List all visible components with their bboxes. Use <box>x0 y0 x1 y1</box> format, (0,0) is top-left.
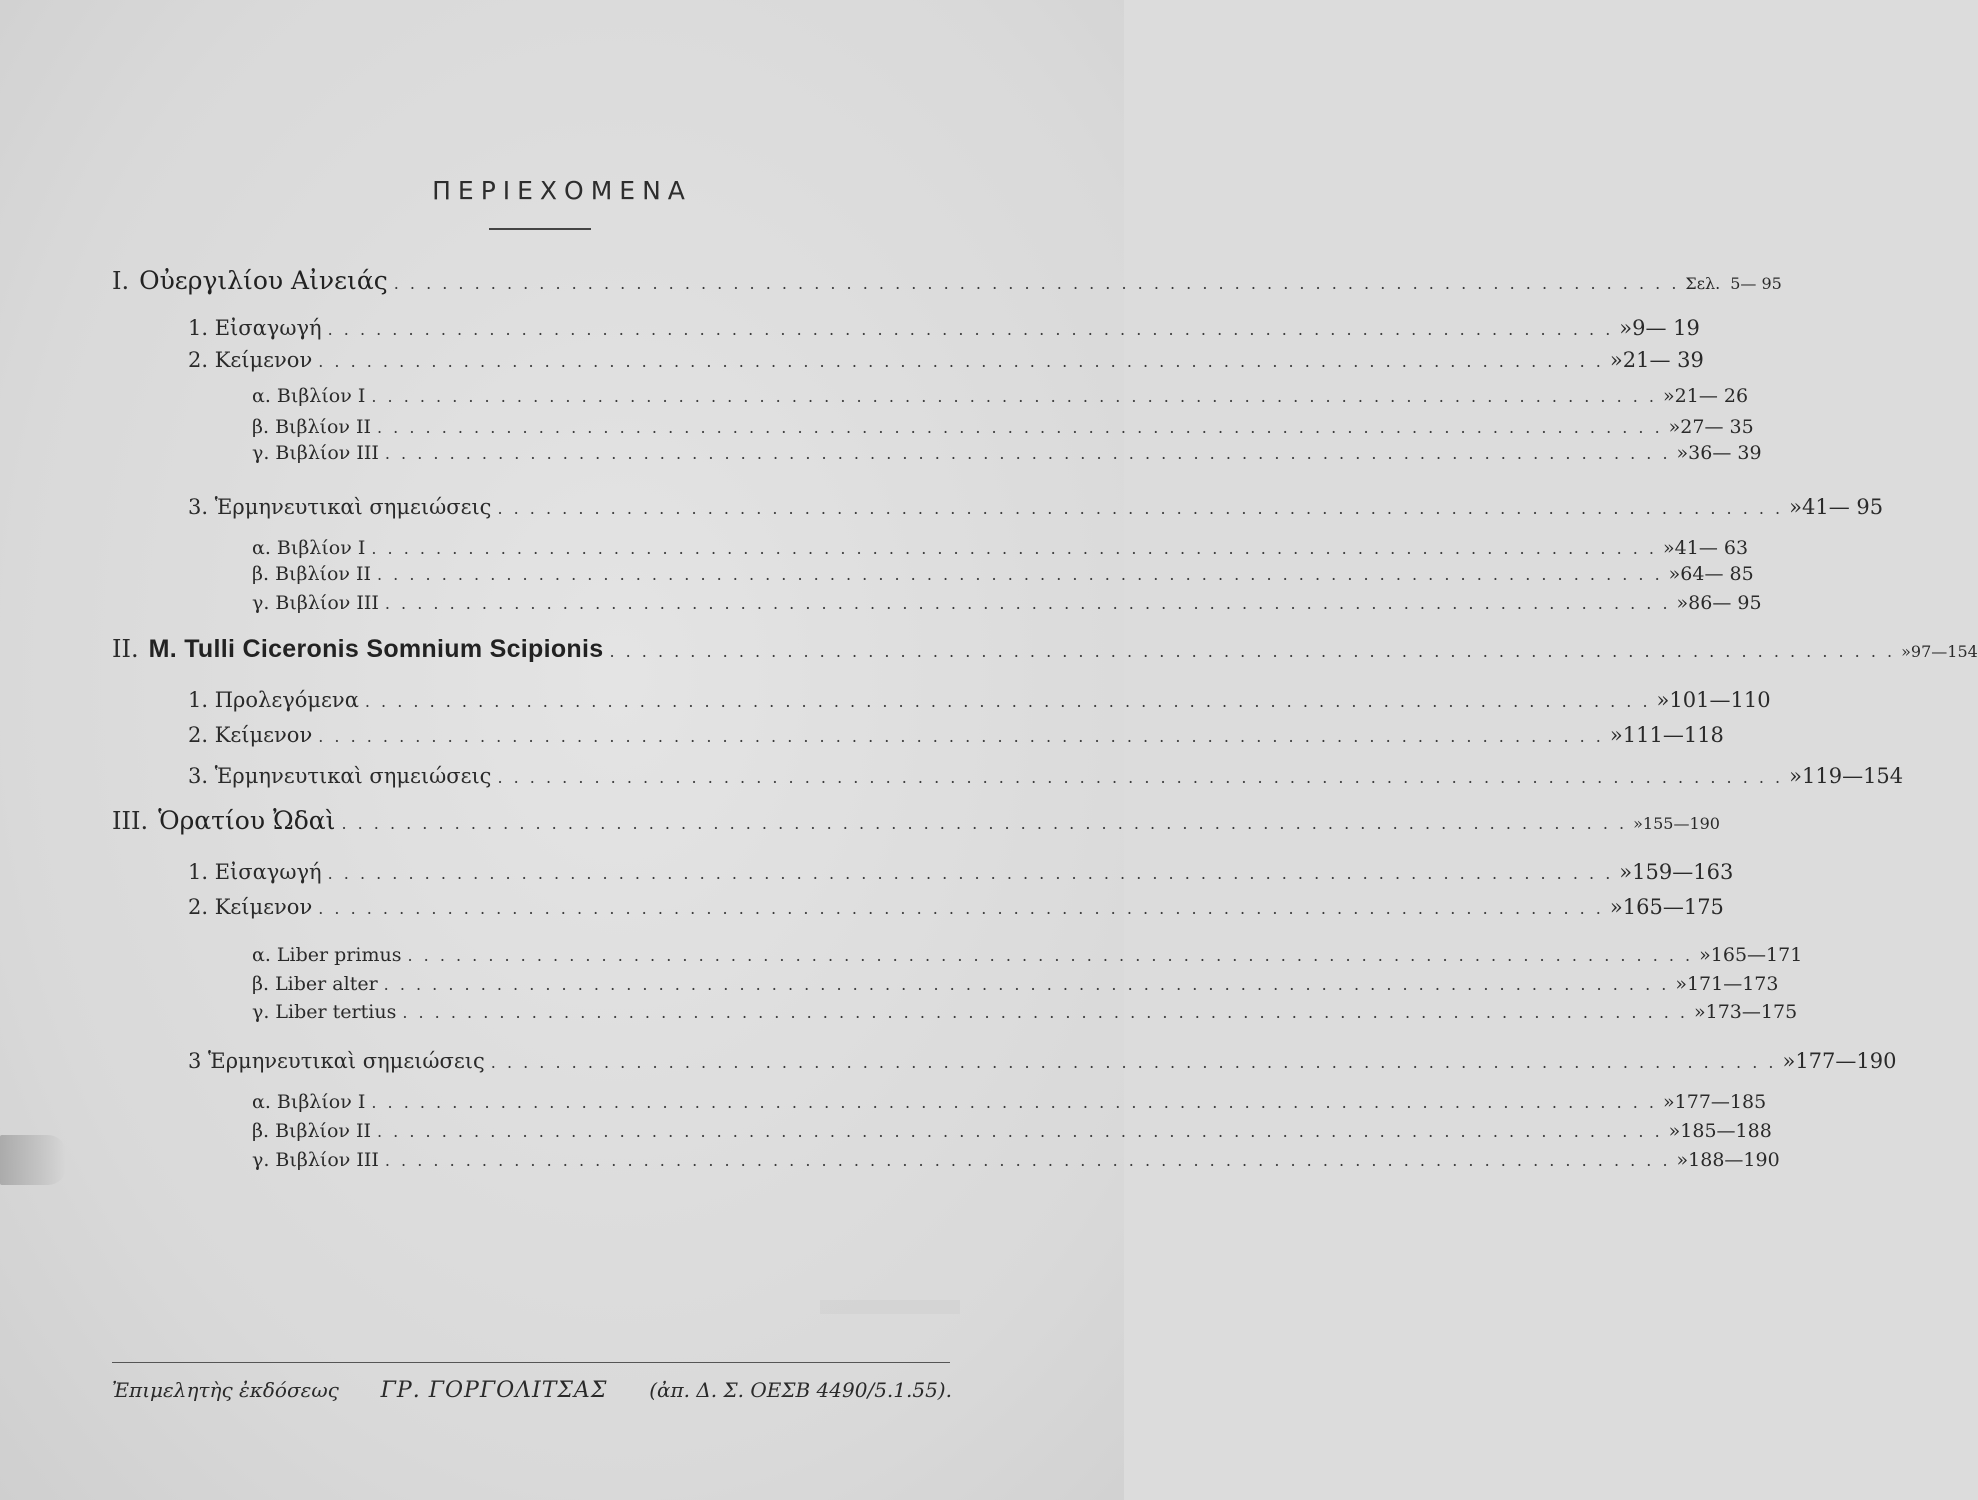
page-range: 64— 85 <box>1680 563 1754 585</box>
ditto-mark: » <box>1668 416 1681 438</box>
entry-title: β. Βιβλίον II <box>252 416 371 438</box>
page-range: 173—175 <box>1705 1001 1798 1023</box>
ditto-mark: » <box>1663 385 1675 407</box>
toc-subsection <box>188 895 1724 919</box>
toc-item <box>252 592 1762 614</box>
dot-leader: . . . . . . . . . . . . . . . . . . . . . . . . . . . . . . . . . . . . . . . . . . . . . . . . . . . . . . . . . . . . . . . . . . . . . . . . . . . . . . . . <box>383 975 1670 994</box>
toc-section-3 <box>112 806 1720 835</box>
dot-leader: . . . . . . . . . . . . . . . . . . . . . . . . . . . . . . . . . . . . . . . . . . . . . . . . . . . . . . . . . . . . . . . . . . . . . . . . . . . . . . . . <box>371 1093 1658 1112</box>
dot-leader: . . . . . . . . . . . . . . . . . . . . . . . . . . . . . . . . . . . . . . . . . . . . . . . . . . . . . . . . . . . . . . . . . . . . . . . . . . . . . . . . <box>490 1053 1777 1072</box>
toc-item <box>252 1001 1798 1023</box>
page-abbrev: Σελ. <box>1685 274 1721 293</box>
footer-rule <box>112 1362 950 1363</box>
toc-subsection <box>188 495 1884 519</box>
page-range: 185—188 <box>1680 1120 1772 1142</box>
toc-section-1 <box>112 266 1782 295</box>
entry-title: β. Liber alter <box>252 973 378 995</box>
ditto-mark: » <box>1656 688 1670 712</box>
section-number: III. <box>112 807 149 835</box>
dot-leader: . . . . . . . . . . . . . . . . . . . . . . . . . . . . . . . . . . . . . . . . . . . . . . . . . . . . . . . . . . . . . . . . . . . . . . . . . . . . . . . . <box>384 444 1671 463</box>
dot-leader: . . . . . . . . . . . . . . . . . . . . . . . . . . . . . . . . . . . . . . . . . . . . . . . . . . . . . . . . . . . . . . . . . . . . . . . . . . . . . . . . <box>609 642 1896 661</box>
ditto-mark: » <box>1609 723 1623 747</box>
dot-leader: . . . . . . . . . . . . . . . . . . . . . . . . . . . . . . . . . . . . . . . . . . . . . . . . . . . . . . . . . . . . . . . . . . . . . . . . . . . . . . . . <box>341 814 1628 833</box>
page-range: 171—173 <box>1686 973 1779 995</box>
ditto-mark: » <box>1782 1049 1796 1073</box>
dot-leader: . . . . . . . . . . . . . . . . . . . . . . . . . . . . . . . . . . . . . . . . . . . . . . . . . . . . . . . . . . . . . . . . . . . . . . . . . . . . . . . . <box>384 594 1671 613</box>
ditto-mark: » <box>1663 537 1675 559</box>
page-range: 159—163 <box>1632 860 1734 884</box>
toc-item <box>252 416 1754 438</box>
toc-subsection <box>188 348 1704 372</box>
page-range: 111—118 <box>1622 723 1724 747</box>
dot-leader: . . . . . . . . . . . . . . . . . . . . . . . . . . . . . . . . . . . . . . . . . . . . . . . . . . . . . . . . . . . . . . . . . . . . . . . . . . . . . . . . <box>327 864 1614 883</box>
entry-title: α. Liber primus <box>252 944 402 966</box>
ditto-mark: » <box>1694 1001 1706 1023</box>
entry-title: 2. Κείμενον <box>188 723 313 747</box>
toc-subsection <box>188 723 1724 747</box>
page-range: 36— 39 <box>1688 442 1762 464</box>
ditto-mark: » <box>1675 973 1687 995</box>
page-range: 41— 63 <box>1674 537 1749 559</box>
page-range: 97—154 <box>1910 642 1978 661</box>
toc-item <box>252 973 1779 995</box>
entry-title: γ. Βιβλίον III <box>252 592 379 614</box>
page-range: 177—190 <box>1795 1049 1897 1073</box>
entry-title: 3. Ἑρμηνευτικαὶ σημειώσεις <box>188 495 492 519</box>
dot-leader: . . . . . . . . . . . . . . . . . . . . . . . . . . . . . . . . . . . . . . . . . . . . . . . . . . . . . . . . . . . . . . . . . . . . . . . . . . . . . . . . <box>384 1151 1671 1170</box>
toc-item <box>252 944 1803 966</box>
page-range: 5— 95 <box>1730 274 1782 293</box>
entry-title: 2. Κείμενον <box>188 348 313 372</box>
toc-item <box>252 385 1749 407</box>
page-range: 188—190 <box>1688 1149 1780 1171</box>
dot-leader: . . . . . . . . . . . . . . . . . . . . . . . . . . . . . . . . . . . . . . . . . . . . . . . . . . . . . . . . . . . . . . . . . . . . . . . . . . . . . . . . <box>318 352 1604 371</box>
toc-item <box>252 1120 1772 1142</box>
toc-item <box>252 1091 1767 1113</box>
ditto-mark: » <box>1676 442 1689 464</box>
page-range: 165—175 <box>1622 895 1724 919</box>
footer-approval: (ἀπ. Δ. Σ. ΟΕΣΒ 4490/5.1.55). <box>649 1378 952 1402</box>
ditto-mark: » <box>1633 814 1643 833</box>
dot-leader: . . . . . . . . . . . . . . . . . . . . . . . . . . . . . . . . . . . . . . . . . . . . . . . . . . . . . . . . . . . . . . . . . . . . . . . . . . . . . . . . <box>393 274 1680 293</box>
ditto-mark: » <box>1676 592 1689 614</box>
ditto-mark: » <box>1619 316 1633 340</box>
ditto-mark: » <box>1663 1091 1675 1113</box>
page-range: 86— 95 <box>1688 592 1762 614</box>
page-range: 27— 35 <box>1680 416 1754 438</box>
ditto-mark: » <box>1789 764 1802 788</box>
page-range: 177—185 <box>1674 1091 1767 1113</box>
footer-imprint <box>112 1378 952 1403</box>
ditto-mark: » <box>1609 348 1623 372</box>
entry-title: 3. Ἑρμηνευτικαὶ σημειώσεις <box>188 764 492 788</box>
entry-title: Οὐεργιλίου Αἰνειάς <box>139 266 388 295</box>
toc-subsection <box>188 688 1771 712</box>
dot-leader: . . . . . . . . . . . . . . . . . . . . . . . . . . . . . . . . . . . . . . . . . . . . . . . . . . . . . . . . . . . . . . . . . . . . . . . . . . . . . . . . <box>371 387 1658 406</box>
toc-item <box>252 537 1749 559</box>
dot-leader: . . . . . . . . . . . . . . . . . . . . . . . . . . . . . . . . . . . . . . . . . . . . . . . . . . . . . . . . . . . . . . . . . . . . . . . . . . . . . . . . <box>377 1122 1663 1141</box>
dot-leader: . . . . . . . . . . . . . . . . . . . . . . . . . . . . . . . . . . . . . . . . . . . . . . . . . . . . . . . . . . . . . . . . . . . . . . . . . . . . . . . . <box>318 899 1604 918</box>
ditto-mark: » <box>1619 860 1633 884</box>
ditto-mark: » <box>1699 944 1711 966</box>
page-range: 165—171 <box>1710 944 1803 966</box>
page-range: 155—190 <box>1642 814 1720 833</box>
entry-title: β. Βιβλίον II <box>252 1120 371 1142</box>
dot-leader: . . . . . . . . . . . . . . . . . . . . . . . . . . . . . . . . . . . . . . . . . . . . . . . . . . . . . . . . . . . . . . . . . . . . . . . . . . . . . . . . <box>327 320 1614 339</box>
entry-title: β. Βιβλίον II <box>252 563 371 585</box>
dot-leader: . . . . . . . . . . . . . . . . . . . . . . . . . . . . . . . . . . . . . . . . . . . . . . . . . . . . . . . . . . . . . . . . . . . . . . . . . . . . . . . . <box>407 946 1694 965</box>
section-number: II. <box>112 635 139 663</box>
footer-editor-label: Ἐπιμελητὴς ἐκδόσεως <box>112 1378 339 1402</box>
ditto-mark: » <box>1609 895 1623 919</box>
entry-title: γ. Liber tertius <box>252 1001 397 1023</box>
footer-editor-name: ΓΡ. ΓΟΡΓΟΛΙΤΣΑΣ <box>380 1378 608 1403</box>
entry-title: Ὁρατίου Ὠδαὶ <box>158 806 336 835</box>
dot-leader: . . . . . . . . . . . . . . . . . . . . . . . . . . . . . . . . . . . . . . . . . . . . . . . . . . . . . . . . . . . . . . . . . . . . . . . . . . . . . . . . <box>318 727 1604 746</box>
toc-subsection <box>188 1049 1897 1073</box>
toc-subsection <box>188 860 1734 884</box>
entry-title: 2. Κείμενον <box>188 895 313 919</box>
entry-title: γ. Βιβλίον III <box>252 1149 379 1171</box>
ditto-mark: » <box>1668 563 1681 585</box>
section-number: I. <box>112 267 130 295</box>
dot-leader: . . . . . . . . . . . . . . . . . . . . . . . . . . . . . . . . . . . . . . . . . . . . . . . . . . . . . . . . . . . . . . . . . . . . . . . . . . . . . . . . <box>377 565 1663 584</box>
entry-title: α. Βιβλίον I <box>252 385 366 407</box>
toc-item <box>252 442 1762 464</box>
toc-subsection <box>188 764 1904 788</box>
entry-title: γ. Βιβλίον III <box>252 442 379 464</box>
page-title: ΠΕΡΙΕΧΟΜΕΝΑ <box>432 176 692 205</box>
entry-title: 1. Προλεγόμενα <box>188 688 359 712</box>
dot-leader: . . . . . . . . . . . . . . . . . . . . . . . . . . . . . . . . . . . . . . . . . . . . . . . . . . . . . . . . . . . . . . . . . . . . . . . . . . . . . . . . <box>377 418 1663 437</box>
ditto-mark: » <box>1789 495 1802 519</box>
entry-title: 1. Εἰσαγωγή <box>188 316 322 340</box>
ditto-mark: » <box>1668 1120 1681 1142</box>
dot-leader: . . . . . . . . . . . . . . . . . . . . . . . . . . . . . . . . . . . . . . . . . . . . . . . . . . . . . . . . . . . . . . . . . . . . . . . . . . . . . . . . <box>364 692 1651 711</box>
page-range: 119—154 <box>1801 764 1904 788</box>
toc-section-2 <box>112 635 1978 663</box>
dot-leader: . . . . . . . . . . . . . . . . . . . . . . . . . . . . . . . . . . . . . . . . . . . . . . . . . . . . . . . . . . . . . . . . . . . . . . . . . . . . . . . . <box>497 768 1784 787</box>
entry-title: α. Βιβλίον I <box>252 537 366 559</box>
page-range: 41— 95 <box>1801 495 1884 519</box>
ditto-mark: » <box>1676 1149 1689 1171</box>
page-range: 9— 19 <box>1632 316 1700 340</box>
dot-leader: . . . . . . . . . . . . . . . . . . . . . . . . . . . . . . . . . . . . . . . . . . . . . . . . . . . . . . . . . . . . . . . . . . . . . . . . . . . . . . . . <box>371 539 1658 558</box>
page-range: 21— 26 <box>1674 385 1749 407</box>
dot-leader: . . . . . . . . . . . . . . . . . . . . . . . . . . . . . . . . . . . . . . . . . . . . . . . . . . . . . . . . . . . . . . . . . . . . . . . . . . . . . . . . <box>402 1003 1688 1022</box>
toc-item <box>252 563 1754 585</box>
entry-title: M. Tulli Ciceronis Somnium Scipionis <box>148 635 604 663</box>
toc-subsection <box>188 316 1700 340</box>
page-range: 21— 39 <box>1622 348 1704 372</box>
dot-leader: . . . . . . . . . . . . . . . . . . . . . . . . . . . . . . . . . . . . . . . . . . . . . . . . . . . . . . . . . . . . . . . . . . . . . . . . . . . . . . . . <box>497 499 1784 518</box>
page-range: 101—110 <box>1669 688 1771 712</box>
ditto-mark: » <box>1901 642 1911 661</box>
entry-title: 1. Εἰσαγωγή <box>188 860 322 884</box>
entry-title: 3 Ἑρμηνευτικαὶ σημειώσεις <box>188 1049 485 1073</box>
entry-title: α. Βιβλίον I <box>252 1091 366 1113</box>
toc-item <box>252 1149 1780 1171</box>
